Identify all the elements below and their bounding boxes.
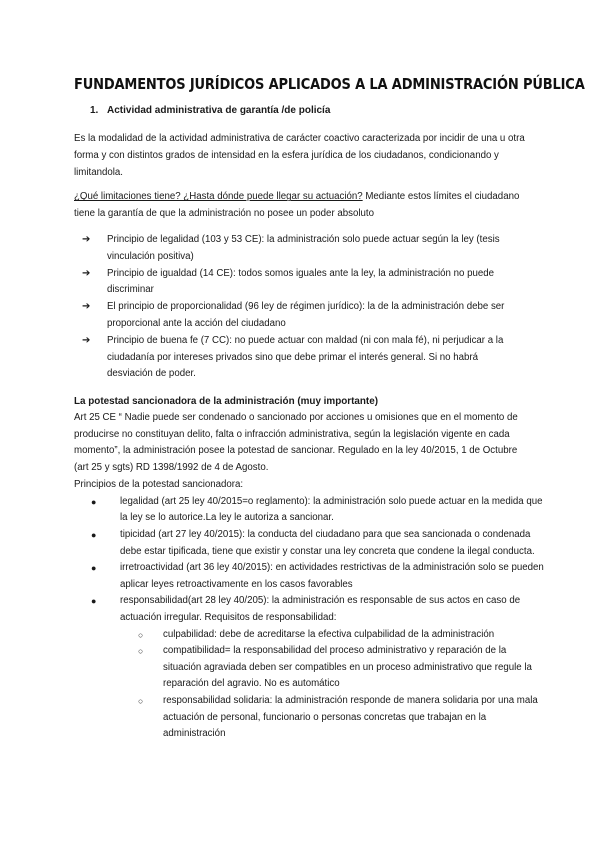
list-item [80, 232, 517, 265]
list-item-text: compatibilidad= la responsabilidad del proceso administrativo y reparación de la situación agraviada deben ser compatibles en un proceso administrativo que regule la reparación del agravio. No es automático [163, 645, 532, 690]
bullet-icon: ● [91, 530, 97, 540]
list-item [80, 299, 517, 332]
question-paragraph [74, 189, 529, 223]
section-heading-text: Actividad administrativa de garantía /de policía [107, 105, 331, 116]
question-rest: Mediante estos límites el ciudadano tiene la garantía de que la administración no posee un poder absoluto [74, 191, 520, 220]
arrow-icon: ➔ [82, 233, 91, 245]
requirements-list [120, 627, 548, 743]
list-item [87, 527, 548, 560]
list-item-text: responsabilidad solidaria: la administración responde de manera solidaria por una mala actuación de personal, funcionario o personas concretas que trabajan en la administración [163, 694, 538, 740]
list-item-text: tipicidad (art 27 ley 40/2015): la conducta del ciudadano para que sea sancionada o condenada debe estar tipificada, tiene que existir y constar una ley concreta que condene la ilegal conducta. [120, 529, 535, 557]
list-item [87, 560, 548, 593]
circle-bullet-icon: ○ [138, 646, 144, 657]
list-item-text: Principio de legalidad (103 y 53 CE): la administración solo puede actuar según la ley (tesis vinculación positiva) [107, 233, 500, 262]
sanction-principles-list [74, 494, 600, 743]
list-item-text: irretroactividad (art 36 ley 40/2015): en actividades restrictivas de la administración solo se pueden aplicar leyes retroactivamente en los casos favorables [120, 562, 544, 590]
list-item-text: Principio de igualdad (14 CE): todos somos iguales ante la ley, la administración no puede discriminar [107, 267, 495, 296]
question-underlined: ¿Qué limitaciones tiene? ¿Hasta dónde puede llegar su actuación? [74, 191, 363, 203]
circle-bullet-icon: ○ [138, 695, 144, 706]
list-item [80, 266, 517, 299]
list-item-text: culpabilidad: debe de acreditarse la efectiva culpabilidad de la administración [163, 628, 495, 640]
list-item [130, 693, 543, 743]
arrow-icon: ➔ [82, 267, 91, 279]
arrow-icon: ➔ [82, 335, 91, 347]
potestad-paragraph: Art 25 CE “ Nadie puede ser condenado o sancionado por acciones u omisiones que en el momento de producirse no constituyan delito, falta o infracción administrativa, según la legislación vigente en cada momento”, la administración posee la potestad de sancionar. Regulado en la ley 40/2015, 1 de Octubre (art 25 y sgts) RD 1398/1992 de 4 de Agosto. [74, 411, 518, 474]
document-title: FUNDAMENTOS JURÍDICOS APLICADOS A LA ADMINISTRACIÓN PÚBLICA [74, 75, 585, 93]
list-item-text: legalidad (art 25 ley 40/2015=o reglamento): la administración solo puede actuar en la medida que la ley se lo autorice.La ley le autoriza a sancionar. [120, 495, 543, 524]
bullet-icon: ● [91, 496, 97, 507]
section-heading [90, 103, 600, 119]
potestad-principles-intro: Principios de la potestad sancionadora: [74, 479, 244, 491]
circle-bullet-icon: ○ [138, 629, 144, 640]
list-item [130, 627, 543, 644]
potestad-heading: La potestad sancionadora de la administración (muy importante) [74, 395, 378, 407]
section-number: 1. [90, 105, 99, 116]
list-item [80, 333, 517, 383]
intro-paragraph: Es la modalidad de la actividad administrativa de carácter coactivo caracterizada por incidir de una u otra forma y con distintos grados de intensidad en la esfera jurídica de los ciudadanos, condicionando y limitandola. [74, 133, 525, 178]
principles-list [80, 232, 600, 383]
list-item-text: El principio de proporcionalidad (96 ley de régimen jurídico): la de la administración debe ser proporcional ante la acción del ciudadano [107, 301, 505, 329]
list-item [87, 494, 548, 527]
list-item-text: Principio de buena fe (7 CC): no puede actuar con maldad (ni con mala fé), ni perjudicar a la ciudadanía por intereses privados sino que debe primar el interés general. Si no habrá desviación de poder. [107, 335, 504, 380]
list-item [130, 643, 543, 693]
list-item [87, 593, 548, 742]
bullet-icon: ● [91, 563, 97, 574]
list-item-text: responsabilidad(art 28 ley 40/205): la administración es responsable de sus actos en caso de actuación irregular. Requisitos de responsabilidad: [120, 595, 521, 623]
arrow-icon: ➔ [82, 301, 91, 313]
bullet-icon: ● [91, 596, 97, 607]
